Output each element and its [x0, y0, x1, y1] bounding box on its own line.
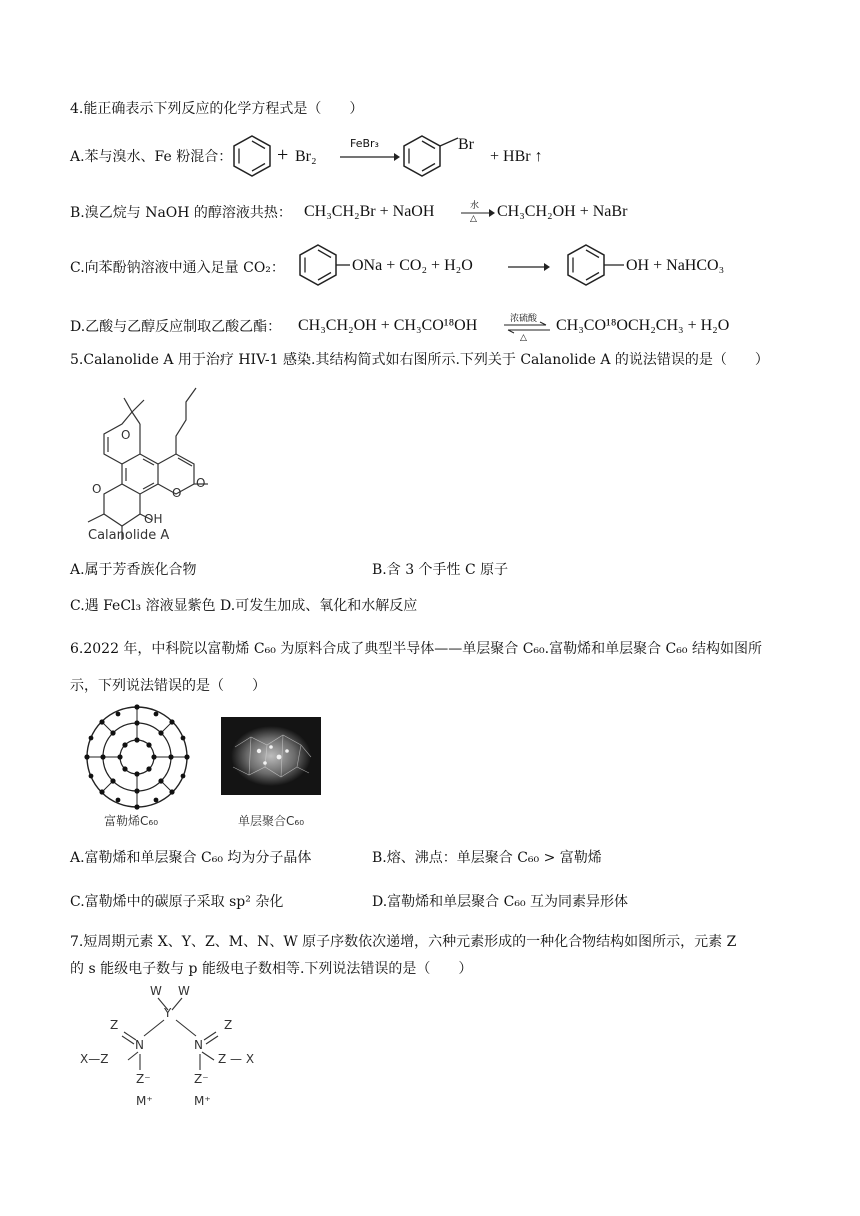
q7-atom-w1: W	[150, 984, 162, 998]
q5-atom-o4: O	[196, 476, 206, 490]
equilibrium-arrow-icon	[504, 322, 550, 334]
q6-stem-line1: 6.2022 年，中科院以富勒烯 C₆₀ 为原料合成了典型半导体——单层聚合 C₆₀.富勒烯和单层聚合 C₆₀ 结构如图所	[70, 641, 762, 657]
q6-option-b: B.熔、沸点：单层聚合 C₆₀ > 富勒烯	[372, 850, 602, 866]
q4-d-condition-top: 浓硫酸	[510, 314, 538, 324]
q4-a-br: Br	[458, 136, 474, 153]
q7-group-x-left: X—Z	[80, 1052, 109, 1066]
q7-group-x-right: Z — X	[218, 1052, 255, 1066]
q5-stem: 5.Calanolide A 用于治疗 HIV-1 感染.其结构简式如右图所示.下列关于 Calanolide A 的说法错误的是（ ）	[70, 352, 769, 368]
q4-b-condition-top: 水	[470, 201, 480, 211]
reaction-arrow-icon	[508, 262, 550, 272]
q4-a-hbr: + HBr ↑	[490, 148, 543, 165]
fullerene-c60-image	[82, 704, 192, 810]
q5-atom-oh: OH	[144, 512, 163, 526]
q4-b-condition-bottom: △	[470, 214, 477, 224]
calanolide-structure-image	[72, 364, 212, 544]
q7-atom-y: Y	[164, 1006, 172, 1020]
q7-ion-m-right: M⁺	[194, 1094, 211, 1108]
q6-option-c: C.富勒烯中的碳原子采取 sp² 杂化	[70, 894, 284, 910]
q7-stem-line2: 的 s 能级电子数与 p 能级电子数相等.下列说法错误的是（ ）	[70, 961, 473, 977]
benzene-ring-icon	[232, 134, 272, 178]
q4-option-c-label: C.向苯酚钠溶液中通入足量 CO₂：	[70, 260, 285, 276]
q6-stem-line2: 示，下列说法错误的是（ ）	[70, 678, 266, 694]
q4-b-lhs: CH₃CH₂Br + NaOH	[304, 203, 435, 220]
q4-option-d-label: D.乙酸与乙醇反应制取乙酸乙酯：	[70, 319, 282, 335]
q7-atom-n-right: N	[194, 1038, 203, 1052]
q4-option-b-label: B.溴乙烷与 NaOH 的醇溶液共热：	[70, 205, 292, 221]
q4-a-plus: +	[277, 144, 289, 166]
q4-d-lhs: CH₃CH₂OH + CH₃CO¹⁸OH	[298, 317, 478, 334]
phenol-ring-icon	[566, 243, 626, 287]
q5-atom-o3: O	[172, 486, 182, 500]
q4-option-a-label: A.苯与溴水、Fe 粉混合：	[70, 149, 233, 165]
q7-atom-w2: W	[178, 984, 190, 998]
phenoxide-ring-icon	[298, 243, 354, 287]
q7-ion-z-left: Z⁻	[136, 1072, 151, 1086]
bromobenzene-ring-icon	[402, 134, 462, 178]
polymerized-c60-image	[221, 717, 321, 795]
q5-structure-caption: Calanolide A	[88, 528, 170, 543]
q4-c-lhs: ONa + CO₂ + H₂O	[352, 257, 473, 274]
q6-caption-polymerized: 单层聚合C₆₀	[238, 814, 305, 828]
q7-ion-m-left: M⁺	[136, 1094, 153, 1108]
q5-option-b: B.含 3 个手性 C 原子	[372, 562, 509, 578]
q5-option-cd: C.遇 FeCl₃ 溶液显紫色 D.可发生加成、氧化和水解反应	[70, 598, 418, 614]
q4-d-condition-bottom: △	[520, 333, 527, 343]
reaction-arrow-icon	[461, 209, 495, 217]
q5-option-a: A.属于芳香族化合物	[70, 562, 197, 578]
q5-atom-o2: O	[92, 482, 102, 496]
q7-atom-n-left: N	[135, 1038, 144, 1052]
q6-option-d: D.富勒烯和单层聚合 C₆₀ 互为同素异形体	[372, 894, 629, 910]
q7-atom-z-top-left: Z	[110, 1018, 119, 1032]
q7-stem-line1: 7.短周期元素 X、Y、Z、M、N、W 原子序数依次递增，六种元素形成的一种化合物结构如图所示，元素 Z	[70, 934, 737, 950]
q4-c-rhs: OH + NaHCO₃	[626, 257, 725, 274]
q7-structure-bonds	[78, 984, 278, 1094]
q4-stem: 4.能正确表示下列反应的化学方程式是（ ）	[70, 101, 364, 117]
q4-a-br2: Br₂	[295, 148, 317, 165]
reaction-arrow-icon	[340, 152, 400, 162]
q6-caption-fullerene: 富勒烯C₆₀	[104, 814, 159, 828]
q7-atom-z-top-right: Z	[224, 1018, 233, 1032]
q5-atom-o1: O	[121, 428, 131, 442]
q4-a-catalyst: FeBr₃	[350, 137, 379, 150]
q4-b-rhs: CH₃CH₂OH + NaBr	[497, 203, 628, 220]
q4-d-rhs: CH₃CO¹⁸OCH₂CH₃ + H₂O	[556, 317, 730, 334]
q7-ion-z-right: Z⁻	[194, 1072, 209, 1086]
q6-option-a: A.富勒烯和单层聚合 C₆₀ 均为分子晶体	[70, 850, 312, 866]
